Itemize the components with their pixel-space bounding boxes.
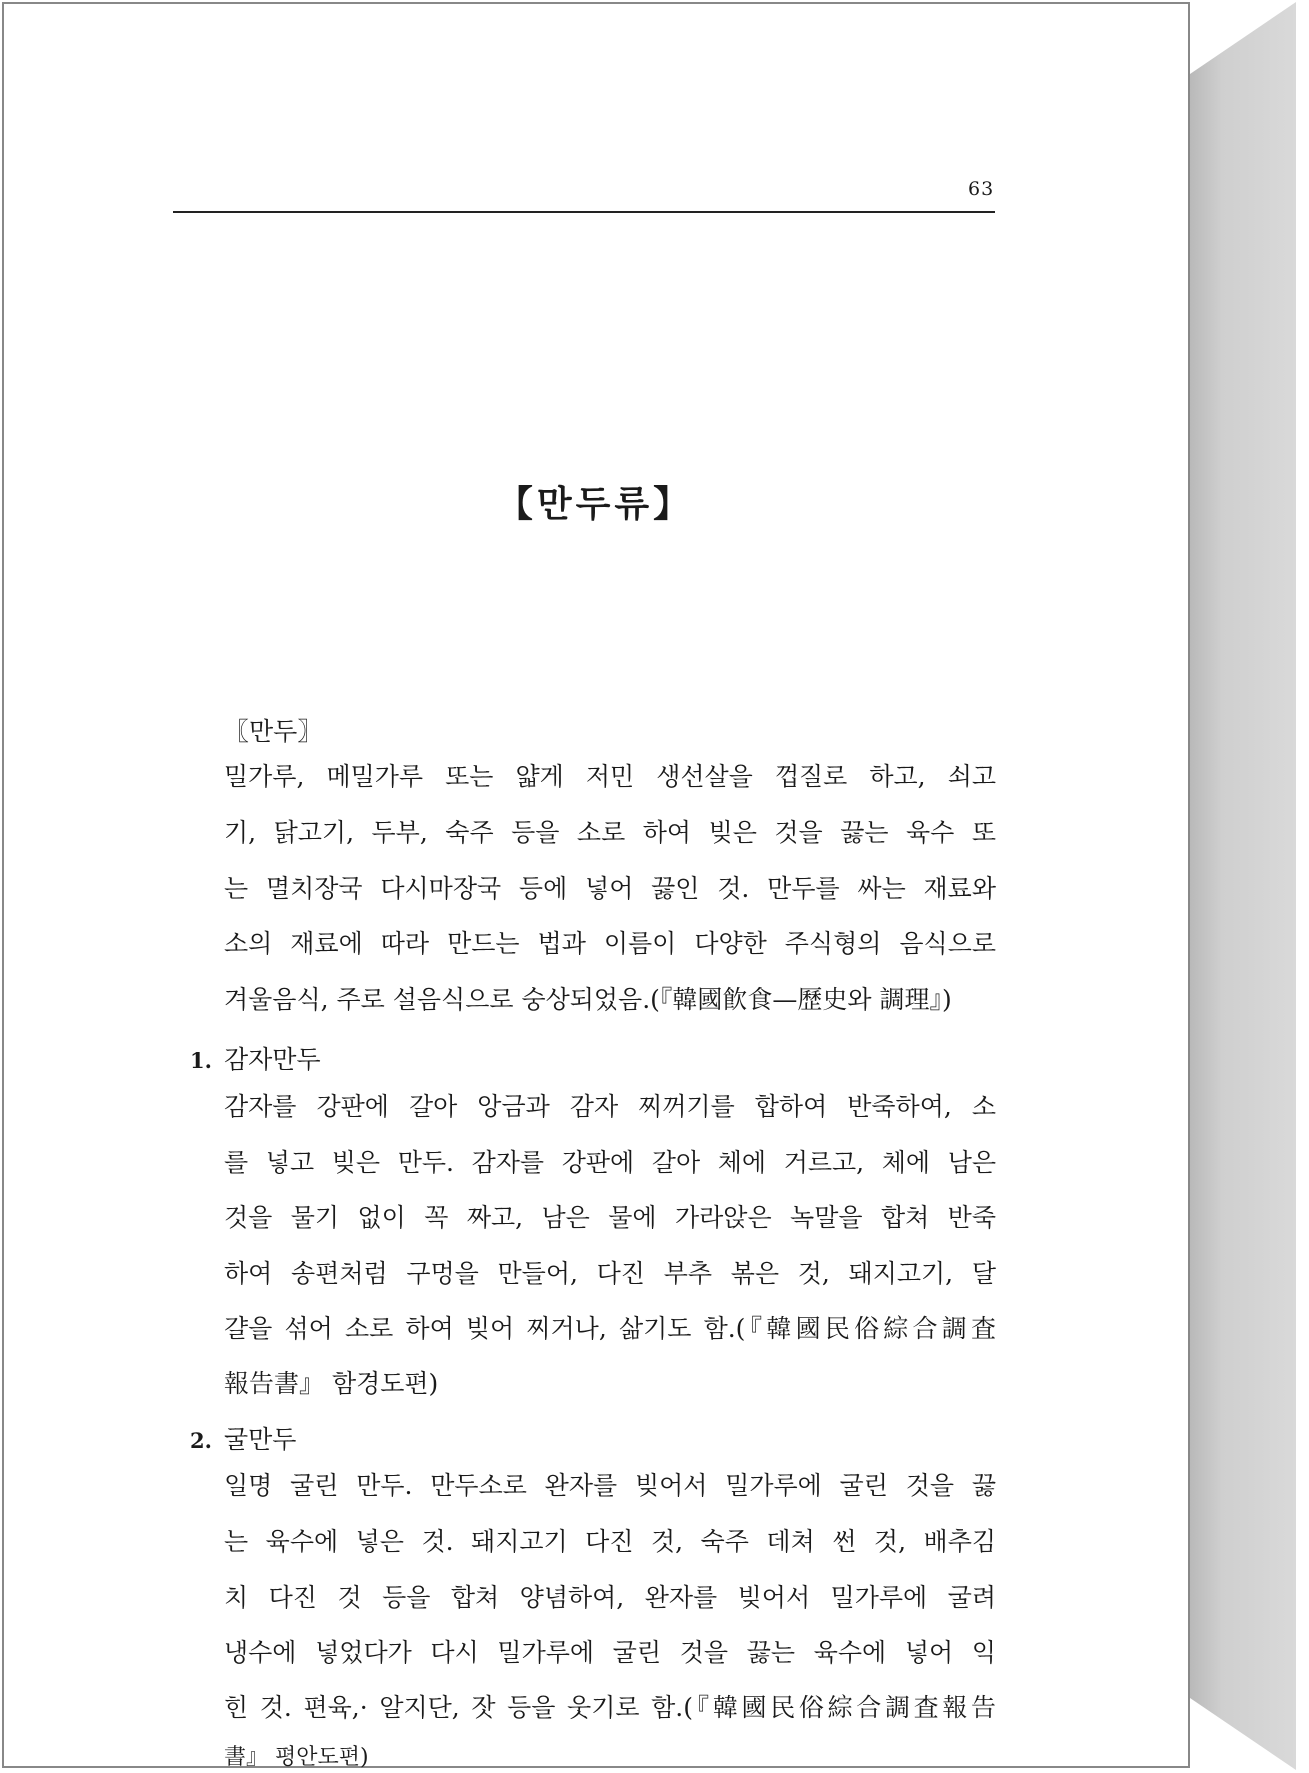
intro-line: 소의 재료에 따라 만드는 법과 이름이 다양한 주식형의 음식으로 [224,929,996,958]
item-title: 감자만두 [224,1045,321,1074]
intro-line: 는 멸치장국 다시마장국 등에 넣어 끓인 것. 만두를 싸는 재료와 [224,874,996,903]
item-heading [190,1420,296,1456]
intro-line: 밀가루, 메밀가루 또는 얇게 저민 생선살을 껍질로 하고, 쇠고 [224,762,996,791]
intro-line: 기, 닭고기, 두부, 숙주 등을 소로 하여 빚은 것을 끓는 육수 또 [224,818,996,847]
book-edge-top [1190,2,1296,74]
item-line: 는 육수에 넣은 것. 돼지고기 다진 것, 숙주 데쳐 썬 것, 배추김 [224,1527,996,1556]
item-line: 書』 평안도편) [224,1745,369,1770]
item-line: 것을 물기 없이 꼭 짜고, 남은 물에 가라앉은 녹말을 합쳐 반죽 [224,1203,996,1232]
item-line: 걀을 섞어 소로 하여 빚어 찌거나, 삶기도 함.(『韓國民俗綜合調査 [224,1314,996,1343]
item-line: 하여 송편처럼 구멍을 만들어, 다진 부추 볶은 것, 돼지고기, 달 [224,1259,996,1288]
page-number: 63 [968,178,995,200]
item-title: 굴만두 [224,1425,297,1454]
section-title: 【만두류】 [496,483,694,525]
header-rule [173,211,995,213]
item-number: 1. [190,1048,212,1073]
book-edge [1190,2,1296,1770]
item-number: 2. [190,1428,212,1453]
intro-subhead: 〖만두〗 [224,717,323,746]
intro-line: 겨울음식, 주로 설음식으로 숭상되었음.(『韓國飮食—歷史와 調理』) [224,985,952,1014]
item-line: 일명 굴린 만두. 만두소로 완자를 빚어서 밀가루에 굴린 것을 끓 [224,1471,996,1500]
item-heading [190,1040,321,1076]
item-line: 감자를 강판에 갈아 앙금과 감자 찌꺼기를 합하여 반죽하여, 소 [224,1092,996,1121]
item-line: 힌 것. 편육,· 알지단, 잣 등을 웃기로 함.(『韓國民俗綜合調査報告 [224,1693,996,1722]
item-line: 報告書』 함경도편) [224,1369,439,1398]
book-edge-bottom [1190,1698,1296,1770]
item-line: 를 넣고 빚은 만두. 감자를 강판에 갈아 체에 거르고, 체에 남은 [224,1148,996,1177]
item-line: 냉수에 넣었다가 다시 밀가루에 굴린 것을 끓는 육수에 넣어 익 [224,1638,996,1667]
item-line: 치 다진 것 등을 합쳐 양념하여, 완자를 빚어서 밀가루에 굴려 [224,1583,996,1612]
